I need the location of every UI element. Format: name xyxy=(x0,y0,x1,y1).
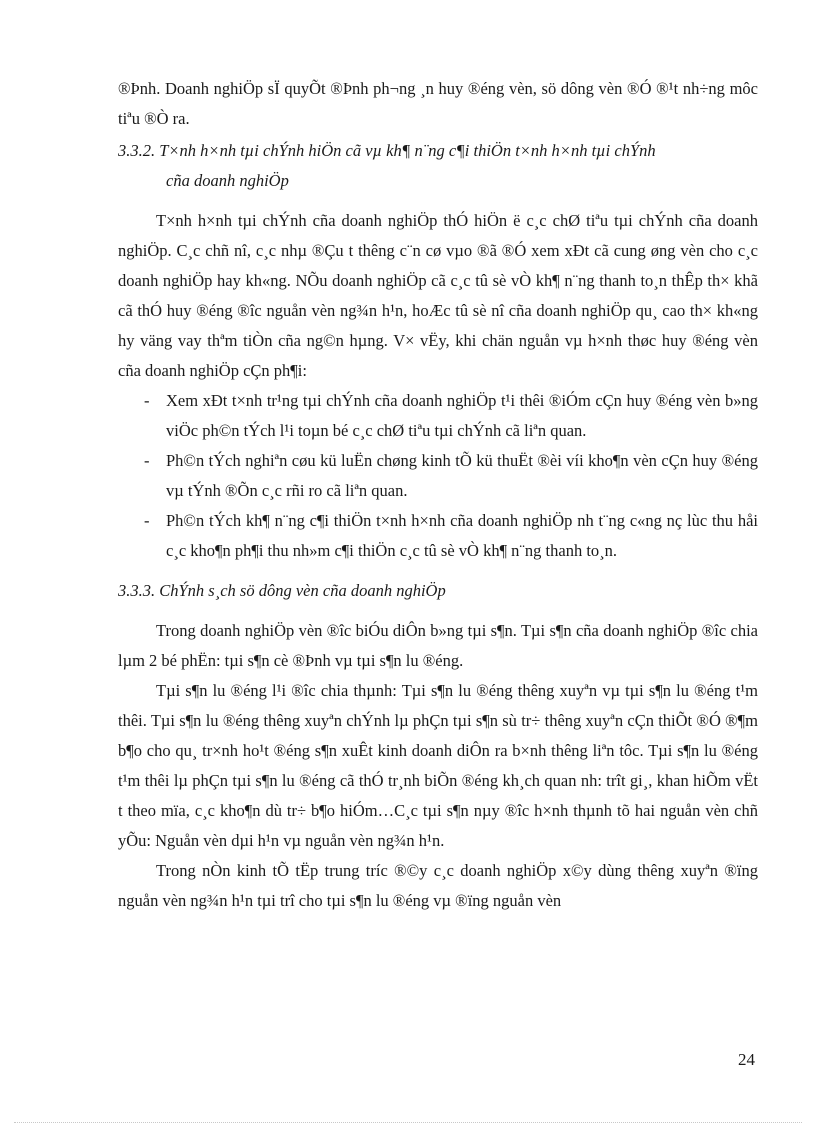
heading-3-3-2-line-1: 3.3.2. T×nh h×nh tµi chÝnh hiÖn cã vµ kh¶ n¨ng c¶i thiÖn t×nh h×nh tµi chÝnh xyxy=(118,141,656,160)
heading-3-3-3-text: 3.3.3. ChÝnh s¸ch sö dông vèn cña doanh nghiÖp xyxy=(118,581,446,600)
paragraph-continuation: ®Þnh. Doanh nghiÖp sÏ quyÕt ®Þnh ph¬ng ¸n huy ®éng vèn, sö dông vèn ®Ó ®¹t nh÷ng môc tiªu ®Ò ra. xyxy=(118,79,758,128)
bullet-text: Ph©n tÝch kh¶ n¨ng c¶i thiÖn t×nh h×nh cña doanh nghiÖp nh t¨ng c«ng nç lùc thu håi c¸c kho¶n ph¶i thu nh»m c¶i thiÖn c¸c tû sè vÒ kh¶ n¨ng thanh to¸n. xyxy=(166,511,758,560)
bullet-dash: - xyxy=(144,391,150,410)
paragraph-current-assets: Tµi s¶n lu ®éng l¹i ®îc chia thµnh: Tµi s¶n lu ®éng thêng xuyªn vµ tµi s¶n lu ®éng t¹m thêi. Tµi s¶n lu ®éng thêng xuyªn chÝnh lµ phÇn tµi s¶n sù tr÷ thêng xuyªn cÇn thiÕt ®Ó ®¶m b¶o cho qu¸ tr×nh ho¹t ®éng s¶n xuÊt kinh doanh diÔn ra b×nh thêng liªn tôc. Tµi s¶n lu ®éng t¹m thêi lµ phÇn tµi s¶n lu ®éng cã thÓ tr¸nh biÕn ®éng kh¸ch quan nh: trît gi¸, khan hiÕm vËt t theo mïa, c¸c kho¶n dù tr÷ b¶o hiÓm…C¸c tµi s¶n nµy ®îc h×nh thµnh tõ hai nguån vèn chñ yÕu: Nguån vèn dµi h¹n vµ nguån vèn ng¾n h¹n. xyxy=(118,681,758,850)
bullet-text: Ph©n tÝch nghiªn cøu kü luËn chøng kinh tÕ kü thuËt ®èi víi kho¶n vèn cÇn huy ®éng vµ tÝnh ®Õn c¸c rñi ro cã liªn quan. xyxy=(166,451,758,500)
bullet-dash: - xyxy=(144,451,150,470)
bullet-item xyxy=(118,446,758,506)
bullet-dash: - xyxy=(144,511,150,530)
paragraph-assets: Trong doanh nghiÖp vèn ®îc biÓu diÔn b»ng tµi s¶n. Tµi s¶n cña doanh nghiÖp ®îc chia lµm 2 bé phËn: tµi s¶n cè ®Þnh vµ tµi s¶n lu ®éng. xyxy=(118,621,758,670)
page-body xyxy=(118,74,758,916)
page-number: 24 xyxy=(738,1050,755,1069)
paragraph-financial-situation: T×nh h×nh tµi chÝnh cña doanh nghiÖp thÓ hiÖn ë c¸c chØ tiªu tµi chÝnh cña doanh nghiÖp. C¸c chñ nî, c¸c nhµ ®Çu t thêng c¨n cø vµo ®ã ®Ó xem xÐt cã cung øng vèn cho c¸c doanh nghiÖp hay kh«ng. NÕu doanh nghiÖp cã c¸c tû sè vÒ kh¶ n¨ng thanh to¸n thÊp th× khã cã thÓ huy ®éng ®îc nguån vèn ng¾n h¹n, hoÆc tû sè nî cña doanh nghiÖp qu¸ cao th× kh«ng hy väng vay thªm tiÒn cña ng©n hµng. V× vËy, khi chän nguån vµ h×nh thøc huy ®éng vèn cña doanh nghiÖp cÇn ph¶i: xyxy=(118,211,758,380)
bullet-item xyxy=(118,386,758,446)
section-heading-3-3-2 xyxy=(118,136,758,196)
section-heading-3-3-3 xyxy=(118,576,758,606)
bullet-list xyxy=(118,386,758,566)
bullet-item xyxy=(118,506,758,566)
heading-3-3-2-line-2: cña doanh nghiÖp xyxy=(166,171,289,190)
bullet-text: Xem xÐt t×nh tr¹ng tµi chÝnh cña doanh nghiÖp t¹i thêi ®iÓm cÇn huy ®éng vèn b»ng viÖc ph©n tÝch l¹i toµn bé c¸c chØ tiªu tµi chÝnh cã liªn quan. xyxy=(166,391,758,440)
paragraph-economy: Trong nÒn kinh tÕ tËp trung tríc ®©y c¸c doanh nghiÖp x©y dùng thêng xuyªn ®ïng nguån vèn ng¾n h¹n tµi trî cho tµi s¶n lu ®éng vµ ®ïng nguån vèn xyxy=(118,861,758,910)
